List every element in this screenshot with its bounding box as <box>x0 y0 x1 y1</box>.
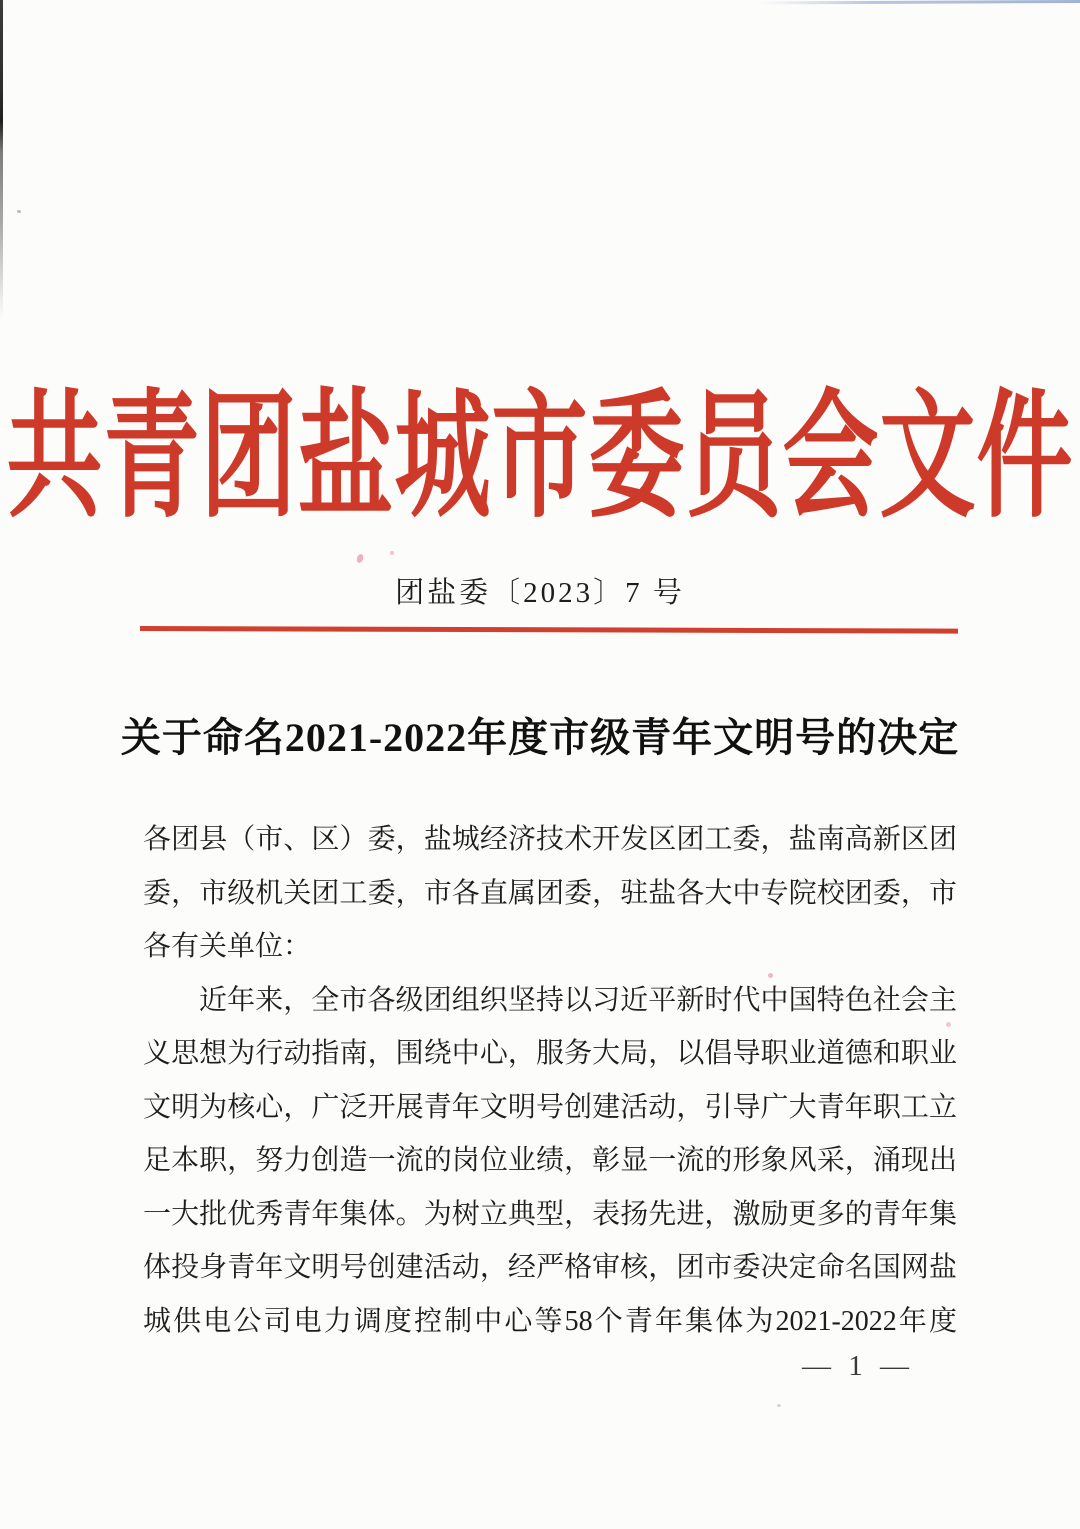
scan-artifact-pink-speck <box>390 551 394 555</box>
body-line: 足本职，努力创造一流的岗位业绩，彰显一流的形象风采，涌现出 <box>143 1145 957 1176</box>
document-number: 团盐委〔2023〕7 号 <box>395 577 685 609</box>
letterhead-title: 共青团盐城市委员会文件 <box>6 380 1074 535</box>
body-line: 各有关单位： <box>143 931 312 962</box>
body-line: 体投身青年文明号创建活动，经严格审核，团市委决定命名国网盐 <box>143 1252 957 1283</box>
scan-artifact-top-right-edge <box>760 0 1080 4</box>
body-line: 一大批优秀青年集体。为树立典型，表扬先进，激励更多的青年集 <box>143 1198 957 1230</box>
scan-artifact-left-edge <box>0 0 3 318</box>
document-body <box>143 813 957 1348</box>
page-number: — 1 — <box>802 1350 914 1382</box>
body-line: 义思想为行动指南，围绕中心，服务大局，以倡导职业道德和职业 <box>143 1038 957 1069</box>
scan-artifact-gray-speck <box>17 210 21 213</box>
scan-artifact-pink-speck <box>356 553 365 564</box>
body-line: 各团县（市、区）委，盐城经济技术开发区团工委，盐南高新区团 <box>143 824 957 855</box>
body-line: 委，市级机关团工委，市各直属团委，驻盐各大中专院校团委，市 <box>143 877 957 909</box>
document-title: 关于命名2021-2022年度市级青年文明号的决定 <box>120 715 960 760</box>
body-line: 近年来，全市各级团组织坚持以习近平新时代中国特色社会主 <box>199 984 957 1016</box>
body-line: 城供电公司电力调度控制中心等58个青年集体为2021-2022年度 <box>143 1305 957 1337</box>
scan-artifact-gray-speck <box>777 1404 781 1407</box>
body-line: 文明为核心，广泛开展青年文明号创建活动，引导广大青年职工立 <box>143 1091 957 1123</box>
red-divider-line <box>140 626 958 634</box>
